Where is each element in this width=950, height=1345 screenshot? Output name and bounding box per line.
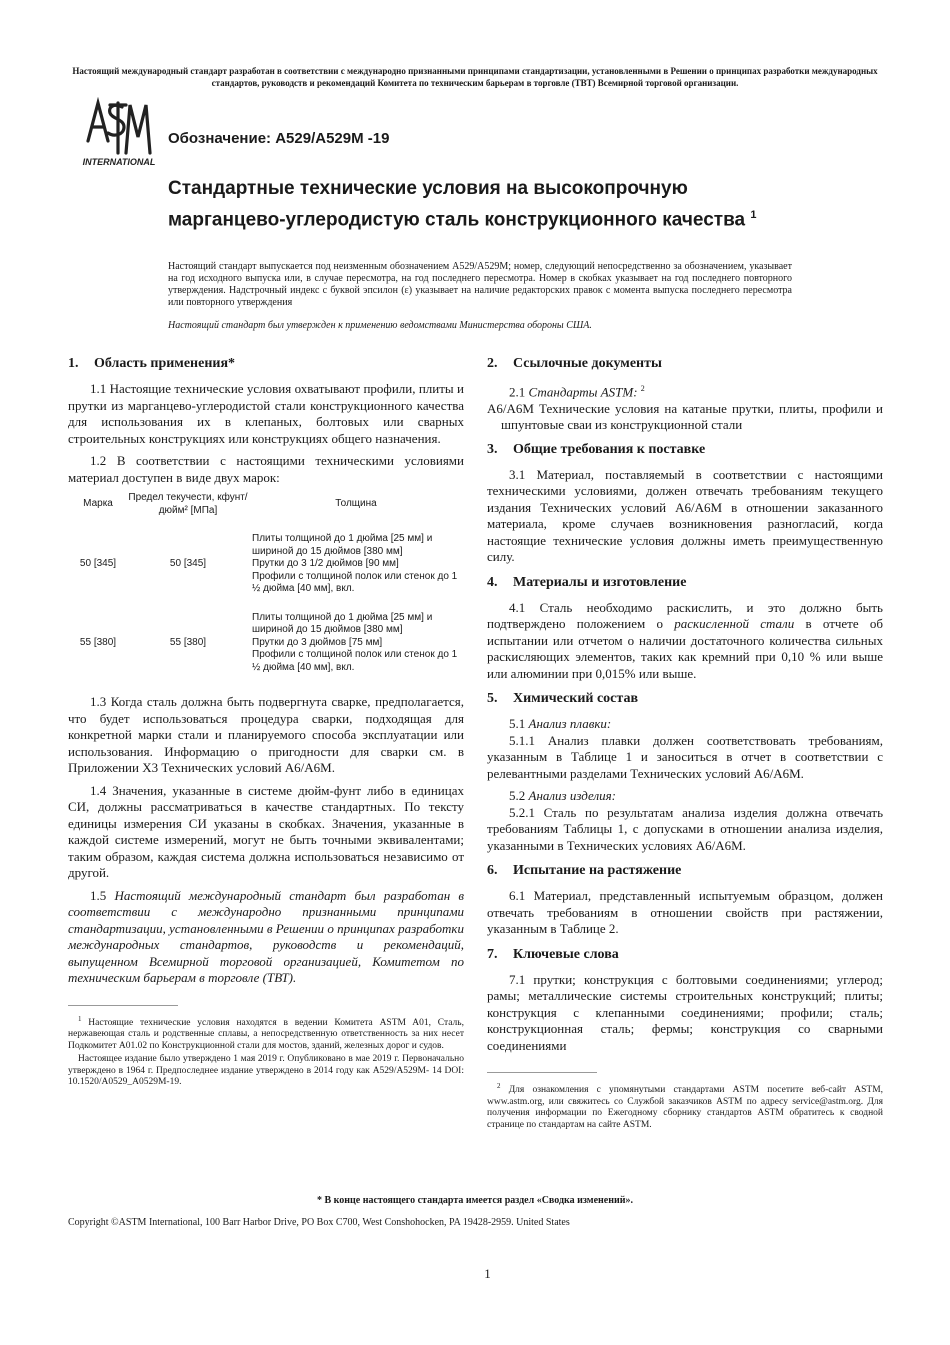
designation: Обозначение: A529/A529M -19 xyxy=(168,130,390,147)
standard-notice: Настоящий международный стандарт разработан в соответствии с международно признанными принципами стандартизации, установленными в Решении о принципах разработки международных стандартов, руководств и рекомендаций Комитета по техническим барьерам в торговле (ТВТ) Всемирной торговой организации. xyxy=(72,66,878,88)
svg-text:INTERNATIONAL: INTERNATIONAL xyxy=(82,157,156,167)
para-5-1: 5.1 Анализ плавки: xyxy=(509,716,612,732)
table-row xyxy=(68,527,464,606)
footnote-2: $^2$ Для ознакомления с упомянутыми стандартами ASTM посетите веб-сайт ASTM, www.astm.org, или свяжитесь со Службой заказчиков ASTM по адресу service@astm.org. Для получения информации по Ежегодному сборнику стандартов ASTM обратитесь к сводной странице по стандартам на сайте ASTM. xyxy=(487,1082,884,1130)
page-number: 1 xyxy=(484,1266,491,1281)
section-4-heading: 4. Материалы и изготовление xyxy=(487,574,687,590)
footnote-1-edition: Настоящее издание было утверждено 1 мая 2019 г. Опубликовано в мае 2019 г. Первоначально утверждено в 1964 г. Предпоследнее издание утверждено в 2014 году как A529/A529M- 14 DOI: 10.1520/A0529_A0529M-19. xyxy=(68,1054,464,1088)
para-5-1-1: 5.1.1 Анализ плавки должен соответствовать требованиям, указанным в Таблице 1 и заноситься в отчет в соответствии с релевантными разделами Технических условий A6/A6M. xyxy=(487,732,883,781)
para-1-4: 1.4 Значения, указанные в системе дюйм-фунт либо в единицах СИ, должны рассматриваться в качестве стандартных. По тексту единицы измерения СИ указаны в скобках. Значения, указанные в каждой системе измерений, могут не быть точными эквивалентами; таким образом, каждая система должна использоваться независимо от другой. xyxy=(68,782,464,880)
summary-of-changes-note: * В конце настоящего стандарта имеется раздел «Сводка изменений». xyxy=(316,1195,634,1206)
grade-cell: 55 [380] xyxy=(79,636,117,648)
para-1-5: 1.5 Настоящий международный стандарт был разработан в соответствии с международно признанными принципами стандартизации, установленными в Решении о принципах разработки международных стандартов, руководств и рекомендаций, выпущенном Всемирной торговой организацией, Комитетом по техническим барьерам в торговле (ТВТ). xyxy=(68,887,465,985)
issuance-note: Настоящий стандарт выпускается под неизменным обозначением A529/A529M; номер, следующий непосредственно за обозначением, указывает на год исходного выпуска или, в случае пересмотра, на год последнего пересмотра. Номер в скобках указывает на год последнего повторного утверждения. Надстрочный индекс с буквой эпсилон (ε) указывает на наличие редакторских правок с момента выпуска последнего пересмотра или повторного утверждения xyxy=(168,261,792,308)
footnote-divider xyxy=(487,1072,597,1073)
defense-approval-note: Настоящий стандарт был утвержден к применению ведомствами Министерства обороны США. xyxy=(168,320,592,331)
para-2-1: 2.1 Стандарты ASTM: $^2$ xyxy=(509,384,645,400)
section-7-heading: 7. Ключевые слова xyxy=(487,946,619,962)
para-5-2-1: 5.2.1 Сталь по результатам анализа изделия должна отвечать требованиям Таблицы 1, с допусками в отношении анализа изделия, указанными в Технических условиях A6/A6M. xyxy=(487,804,883,853)
para-1-1: 1.1 Настоящие технические условия охватывают профили, плиты и прутки из марганцево-углеродистой стали конструкционного качества для использования их в клепаных, болтовых или сварных строительных конструкциях или конструкциях общего назначения. xyxy=(68,381,464,446)
section-6-heading: 6. Испытание на растяжение xyxy=(487,863,682,879)
reference-a6[interactable]: A6/A6M Технические условия на катаные прутки, плиты, профили и шпунтовые сваи из конструкционной стали xyxy=(487,400,883,433)
section-5-heading: 5. Химический состав xyxy=(487,691,639,707)
para-1-2: 1.2 В соответствии с настоящими техническими условиями материал доступен в виде двух марок: xyxy=(68,453,464,485)
title-footnote-ref[interactable]: 1 xyxy=(750,209,757,221)
para-5-2: 5.2 Анализ изделия: xyxy=(509,788,617,804)
thickness-cell: Плиты толщиной до 1 дюйма [25 мм] и шириной до 15 дюймов [380 мм] Прутки до 3 дюймов [75 мм] Профили с толщиной полок или стенок до 1 ½ дюйма [40 мм], вкл. xyxy=(252,611,458,673)
table-header-row xyxy=(68,492,464,527)
header-thickness: Толщина xyxy=(335,498,377,510)
right-column xyxy=(487,356,883,1133)
section-3-heading: 3. Общие требования к поставке xyxy=(487,441,706,457)
section-1-heading: 1. Область применения* xyxy=(68,356,236,371)
footnote-divider xyxy=(68,1005,178,1006)
left-column xyxy=(68,356,464,1091)
para-7-1: 7.1 прутки; конструкция с болтовыми соединениями; углерод; рамы; металлические системы строительных конструкций; плиты; конструкция с клепанными соединениями; профили; сталь; конструкционная сталь; фермы; конструкция со сварными соединениями xyxy=(487,971,883,1053)
document-title: Стандартные технические условия на высокопрочную марганцево-углеродистую сталь конструкционного качества $^1$ xyxy=(168,178,757,231)
yield-cell: 55 [380] xyxy=(169,636,207,648)
grade-table xyxy=(68,492,464,684)
copyright: Copyright ©ASTM International, 100 Barr Harbor Drive, PO Box C700, West Conshohocken, PA 19428-2959. United States xyxy=(68,1217,570,1228)
header-yield: Предел текучести, кфунт/дюйм² [МПа] xyxy=(128,492,248,516)
footnote-1: $^1$ Настоящие технические условия находятся в ведении Комитета ASTM A01, Сталь, нержавеющая сталь и родственные сплавы, а непосредственную ответственность за них несет Подкомитет A01.02 по Конструкционной стали для мостов, зданий, железных дорог и судов. xyxy=(68,1014,464,1051)
para-6-1: 6.1 Материал, представленный испытуемым образцом, должен отвечать требованиям в отношении свойств при растяжении, указанным в Таблице 2. xyxy=(487,888,883,937)
para-1-3: 1.3 Когда сталь должна быть подвергнута сварке, предполагается, что будет использоваться процедура сварки, подходящая для конкретной марки стали и планируемого способа эксплуатации или использования. Информацию о пригодности для сварки см. в Приложении X3 Технических условий A6/A6M. xyxy=(68,694,464,775)
para-4-1: 4.1 Сталь необходимо раскислить, и это должно быть подтверждено положением о раскисленной стали в отчете об испытании или отчетом о наличии достаточного количества сильных раскисляющих элементов, таких как кремний при 0,10 % или выше или алюминии при 0,015% или выше. xyxy=(487,599,883,681)
astm-logo xyxy=(78,97,160,169)
header-grade: Марка xyxy=(83,498,113,510)
yield-cell: 50 [345] xyxy=(169,558,207,569)
thickness-cell: Плиты толщиной до 1 дюйма [25 мм] и шириной до 15 дюймов [380 мм] Прутки до 3 1/2 дюймов [90 мм] Профили с толщиной полок или стенок до 1 ½ дюйма [40 мм], вкл. xyxy=(252,533,458,594)
para-3-1: 3.1 Материал, поставляемый в соответствии с настоящими техническими условиями, должен отвечать требованиям текущего издания Технических условий A6/A6M в отношении заказанного материала, кроме случаев возникновения разногласий, когда настоящие технические условия должны иметь преимущественную силу. xyxy=(487,466,883,565)
grade-cell: 50 [345] xyxy=(79,558,117,569)
table-row xyxy=(68,606,464,685)
section-2-heading: 2. Ссылочные документы xyxy=(487,356,662,371)
